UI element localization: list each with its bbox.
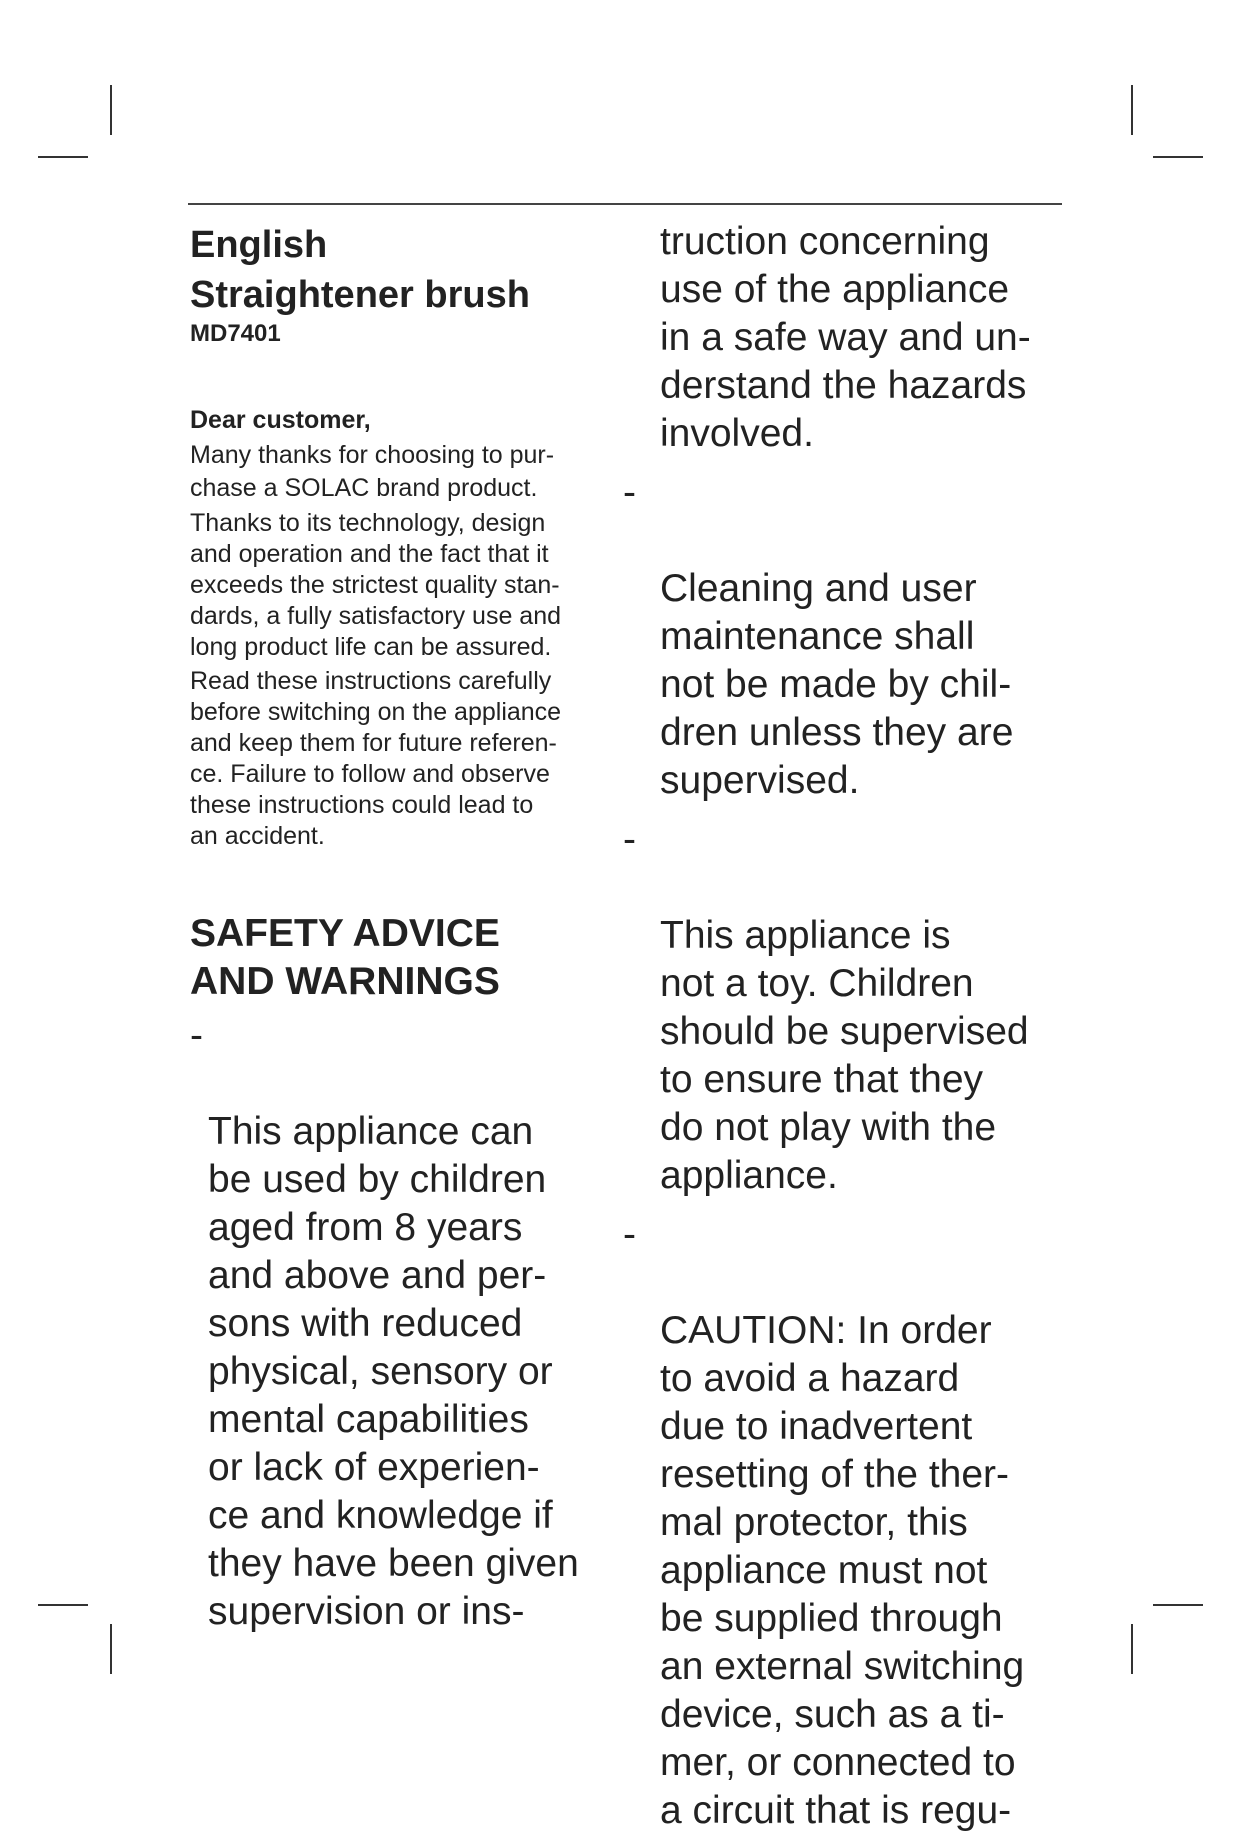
crop-mark-top-left-vertical (110, 85, 112, 135)
crop-mark-top-left-horizontal (38, 156, 88, 158)
crop-mark-bottom-left-vertical (110, 1624, 112, 1674)
crop-mark-bottom-right-vertical (1131, 1624, 1133, 1674)
right-column (623, 218, 1070, 1835)
intro-paragraph-3: Read these instructions carefully before switching on the appliance and keep them for future referen- ce. Failure to follow and observe these instructions could lead to an accident. (190, 667, 562, 850)
bullet-dash: - (623, 1213, 636, 1256)
model-number: MD7401 (190, 320, 281, 347)
safety-item-4 (623, 1211, 1070, 1835)
greeting: Dear customer, (190, 406, 371, 434)
safety-item-1 (190, 1012, 610, 1636)
crop-mark-bottom-right-horizontal (1153, 1604, 1203, 1606)
crop-mark-top-right-vertical (1131, 85, 1133, 135)
intro-paragraph-1: Many thanks for choosing to pur- chase a SOLAC brand product. (190, 441, 555, 502)
safety-item-1-continued: truction concerning use of the appliance in a safe way and un- derstand the hazards involved. (660, 220, 1031, 455)
safety-item-4-text: CAUTION: In order to avoid a hazard due to inadvertent resetting of the ther- mal protector, this appliance must not be supplied through an external switching device, such as a ti- mer, or connected to a circuit that is regu- (660, 1309, 1025, 1832)
safety-item-2-text: Cleaning and user maintenance shall not be made by chil- dren unless they are supervised. (660, 567, 1014, 802)
safety-heading: SAFETY ADVICE AND WARNINGS (190, 912, 500, 1003)
intro-paragraph-2: Thanks to its technology, design and operation and the fact that it exceeds the strictest quality stan- dards, a fully satisfactory use and long product life can be assured. (190, 509, 562, 661)
safety-item-3 (623, 816, 1070, 1200)
product-title: Straightener brush (190, 274, 530, 316)
bullet-dash: - (623, 818, 636, 861)
safety-item-2 (623, 469, 1070, 805)
crop-mark-bottom-left-horizontal (38, 1604, 88, 1606)
bullet-dash: - (623, 471, 636, 514)
safety-item-1-text: This appliance can be used by children aged from 8 years and above and per- sons with reduced physical, sensory or mental capabilities or lack of experien- ce and knowledge if they have been given supervision or ins- (208, 1110, 579, 1633)
language-title: English (190, 224, 328, 266)
crop-mark-top-right-horizontal (1153, 156, 1203, 158)
bullet-dash: - (190, 1014, 203, 1057)
left-column (190, 220, 610, 1636)
header-rule (188, 203, 1062, 205)
safety-item-3-text: This appliance is not a toy. Children should be supervised to ensure that they do not play with the appliance. (660, 914, 1029, 1197)
